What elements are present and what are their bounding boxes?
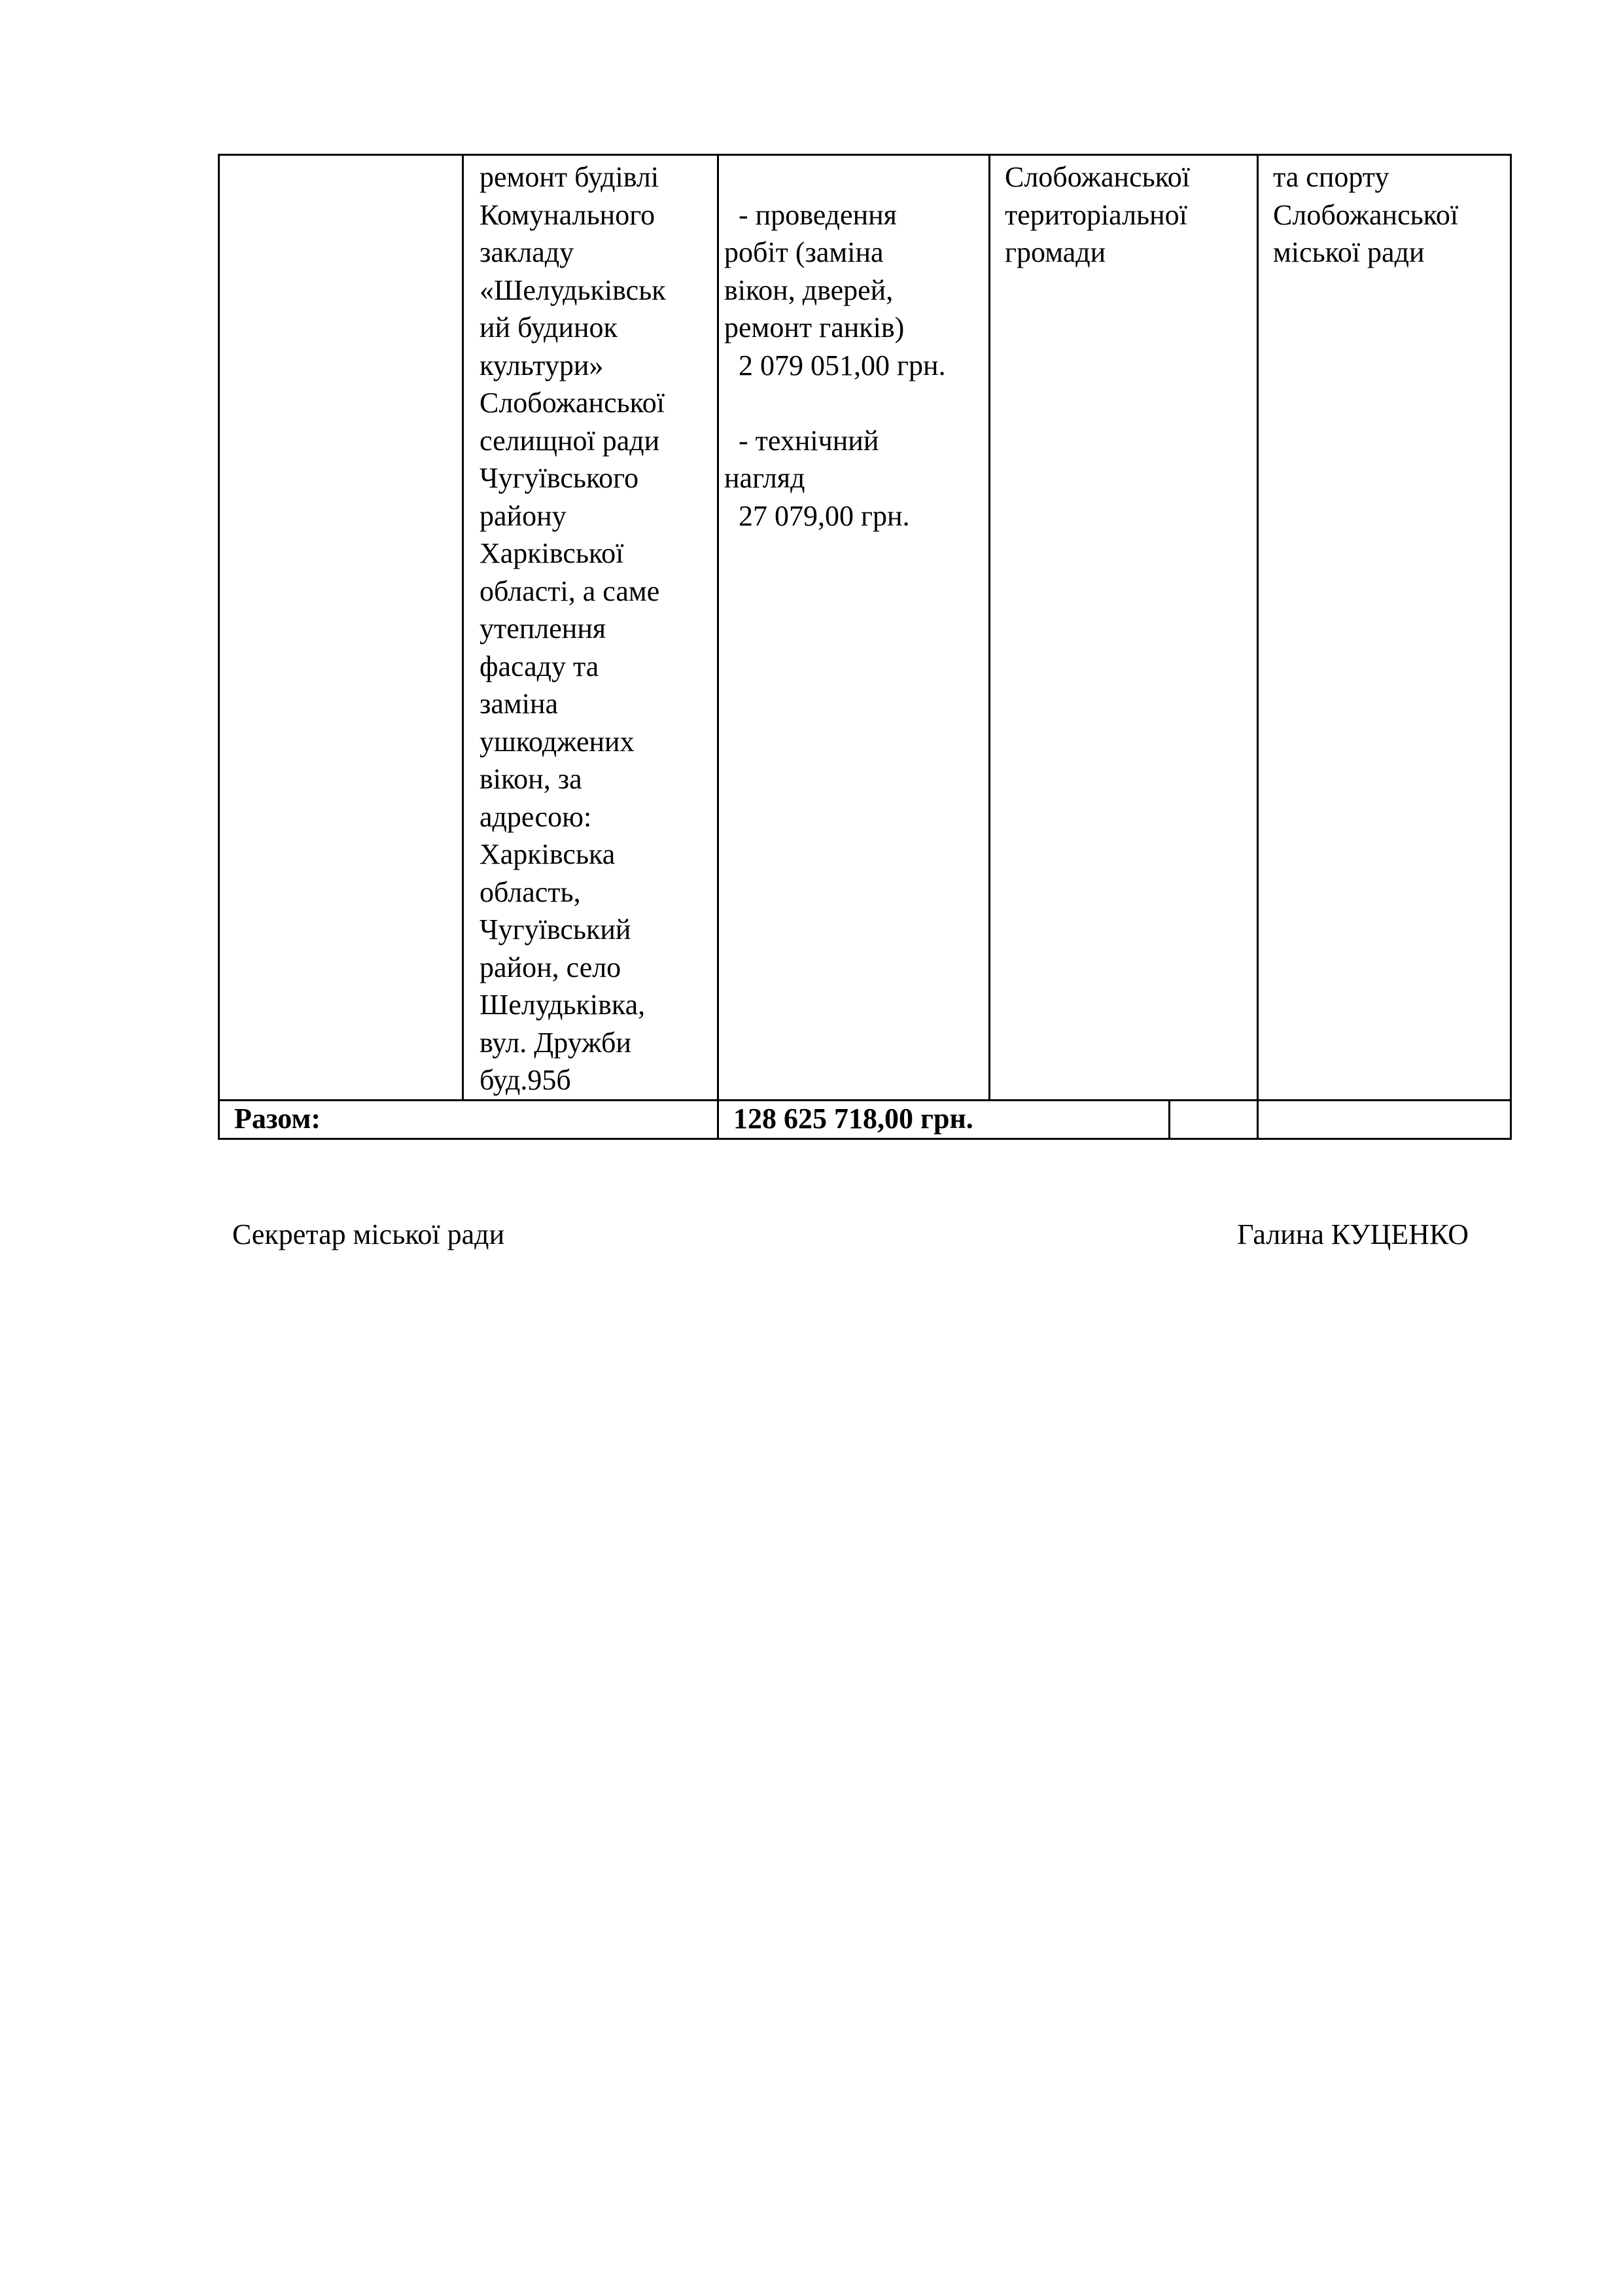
responsible-text: та спорту Слобожанської міської ради — [1273, 161, 1459, 268]
total-amount-cell — [718, 1100, 1170, 1139]
total-row — [219, 1100, 1511, 1139]
total-label: Разом: — [234, 1102, 321, 1135]
total-empty-cell — [1170, 1100, 1258, 1139]
total-empty-cell-last — [1258, 1100, 1511, 1139]
table-cell-object-description — [463, 155, 718, 1101]
total-label-cell — [219, 1100, 718, 1139]
signature-position: Секретар міської ради — [232, 1218, 505, 1250]
total-amount: 128 625 718,00 грн. — [733, 1102, 973, 1135]
community-text: Слобожанської територіальної громади — [1005, 161, 1191, 268]
object-description: ремонт будівлі Комунального закладу «Шелудьківськ ий будинок культури» Слобожанської селищної ради Чугуївського району Харківської області, а саме утеплення фасаду та заміна ушкоджених вікон, за адресою: Харківська область, Чугуївський район, село Шелудьківка, вул. Дружби буд.95б — [480, 161, 666, 1096]
signature-name: Галина КУЦЕНКО — [1237, 1218, 1469, 1250]
work-costs: - проведення робіт (заміна вікон, дверей, ремонт ганків) 2 079 051,00 грн. - технічний нагляд 27 079,00 грн. — [724, 198, 946, 532]
table-cell-number — [219, 155, 463, 1101]
table-cell-community — [990, 155, 1258, 1101]
table-cell-work-costs — [718, 155, 990, 1101]
table-cell-responsible — [1258, 155, 1511, 1101]
table-row — [219, 155, 1511, 1101]
budget-table — [218, 154, 1512, 1140]
